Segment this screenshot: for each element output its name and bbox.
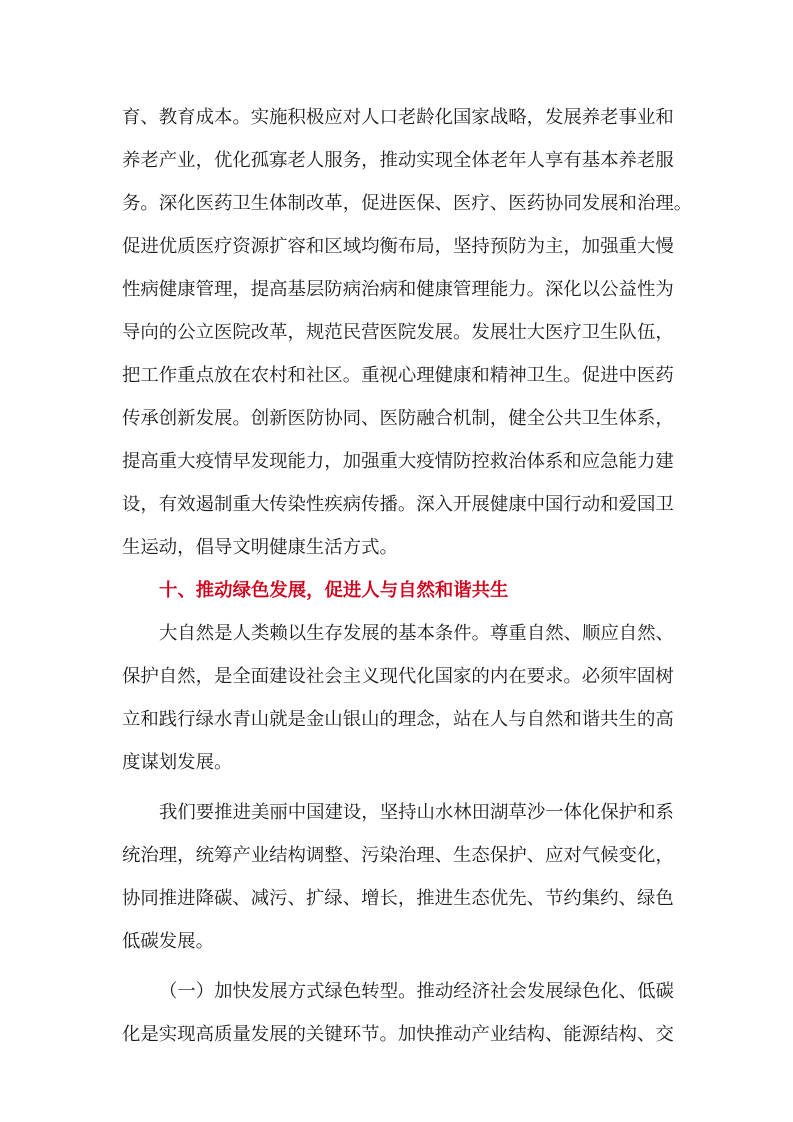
paragraph-3-line-3: 协同推进降碳、减污、扩绿、增长，推进生态优先、节约集约、绿色 <box>122 888 674 909</box>
paragraph-1-line-2: 养老产业，优化孤寡老人服务，推动实现全体老年人享有基本养老服 <box>122 150 674 171</box>
paragraph-1-line-10: 设，有效遏制重大传染性疾病传播。深入开展健康中国行动和爱国卫 <box>122 494 674 515</box>
paragraph-2-line-4: 度谋划发展。 <box>122 752 233 773</box>
paragraph-3-line-4: 低碳发展。 <box>122 931 214 952</box>
section-heading: 十、推动绿色发展，促进人与自然和谐共生 <box>159 580 509 601</box>
paragraph-1-line-11: 生运动，倡导文明健康生活方式。 <box>122 537 398 558</box>
paragraph-1-line-5: 性病健康管理，提高基层防病治病和健康管理能力。深化以公益性为 <box>122 279 674 300</box>
paragraph-3-line-1: 我们要推进美丽中国建设，坚持山水林田湖草沙一体化保护和系 <box>159 802 674 823</box>
paragraph-4-line-2: 化是实现高质量发展的关键环节。加快推动产业结构、能源结构、交 <box>122 1024 674 1045</box>
paragraph-1-line-9: 提高重大疫情早发现能力，加强重大疫情防控救治体系和应急能力建 <box>122 451 674 472</box>
paragraph-3-line-2: 统治理，统筹产业结构调整、污染治理、生态保护、应对气候变化， <box>122 845 674 866</box>
paragraph-2-line-3: 立和践行绿水青山就是金山银山的理念，站在人与自然和谐共生的高 <box>122 709 674 730</box>
paragraph-1-line-1: 育、教育成本。实施积极应对人口老龄化国家战略，发展养老事业和 <box>122 107 674 128</box>
paragraph-1-line-3: 务。深化医药卫生体制改革，促进医保、医疗、医药协同发展和治理。 <box>122 193 693 214</box>
paragraph-1-line-8: 传承创新发展。创新医防协同、医防融合机制，健全公共卫生体系， <box>122 408 674 429</box>
paragraph-4-line-1: （一）加快发展方式绿色转型。推动经济社会发展绿色化、低碳 <box>159 981 674 1002</box>
paragraph-1-line-6: 导向的公立医院改革，规范民营医院发展。发展壮大医疗卫生队伍， <box>122 322 674 343</box>
paragraph-2-line-1: 大自然是人类赖以生存发展的基本条件。尊重自然、顺应自然、 <box>159 623 674 644</box>
paragraph-1-line-7: 把工作重点放在农村和社区。重视心理健康和精神卫生。促进中医药 <box>122 365 674 386</box>
paragraph-1-line-4: 促进优质医疗资源扩容和区域均衡布局，坚持预防为主，加强重大慢 <box>122 236 674 257</box>
paragraph-2-line-2: 保护自然，是全面建设社会主义现代化国家的内在要求。必须牢固树 <box>122 666 674 687</box>
